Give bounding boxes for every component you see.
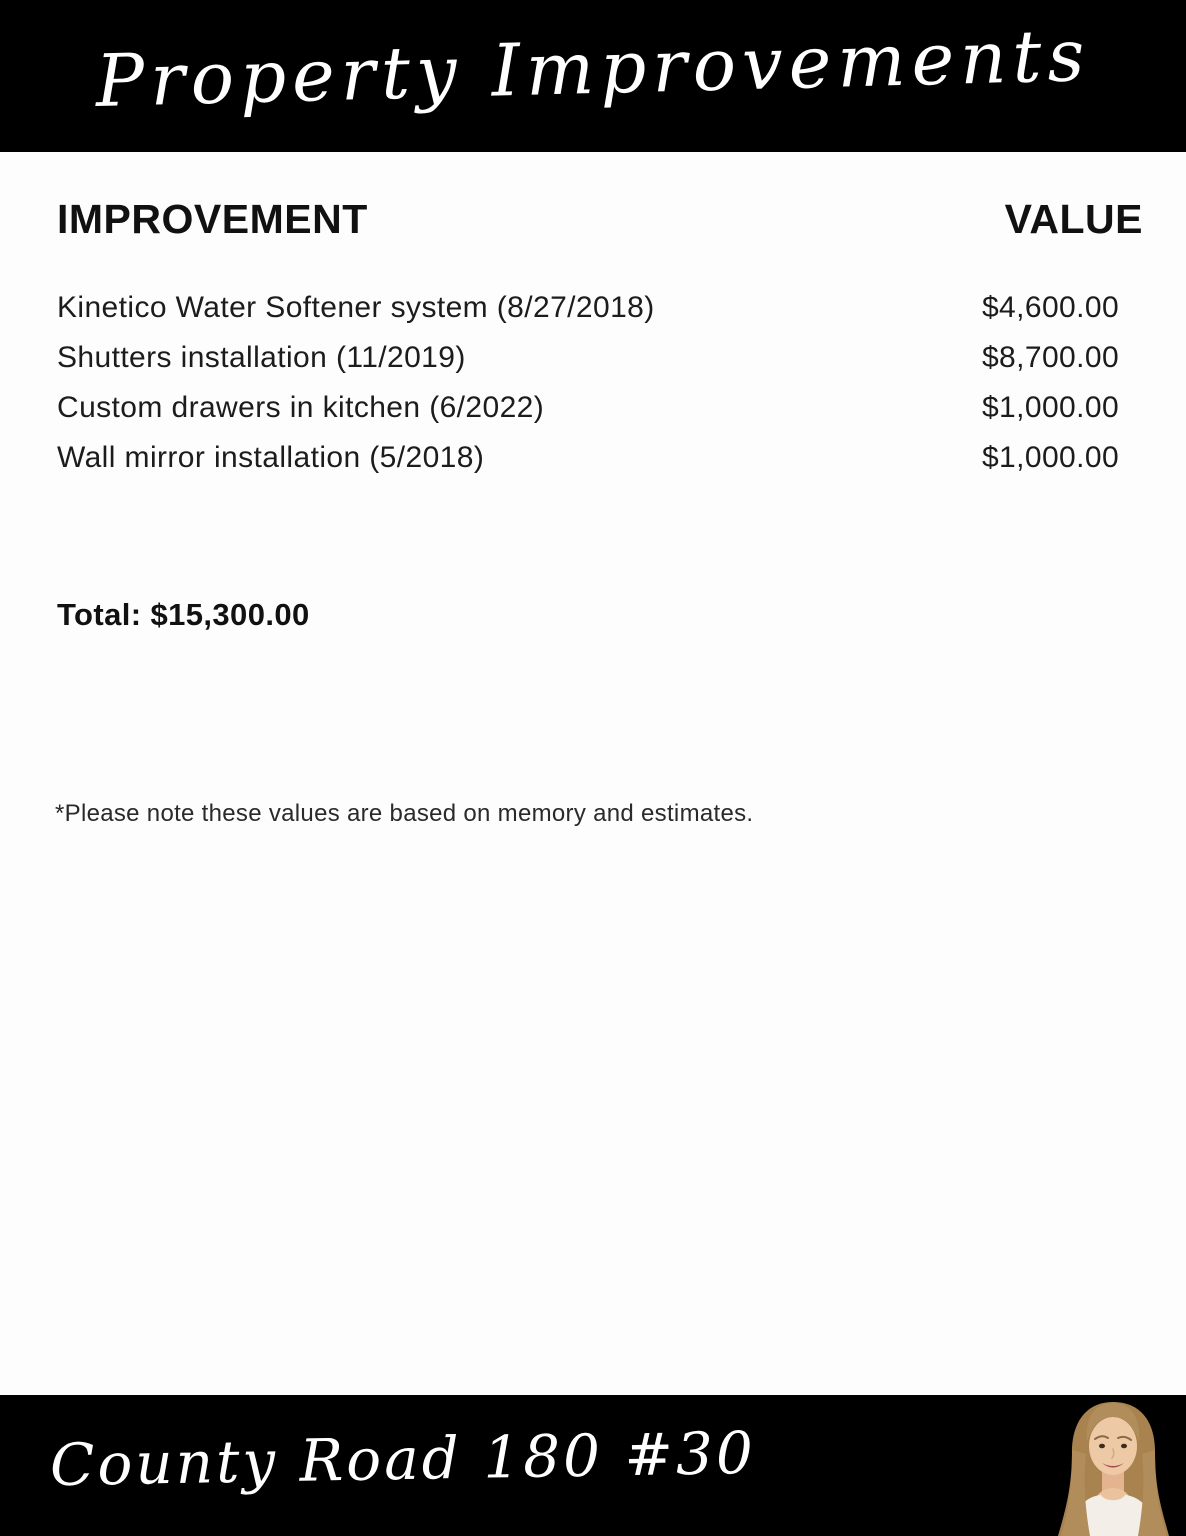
property-address: County Road 180 #30 (49, 1418, 757, 1500)
improvement-value: $4,600.00 (981, 291, 1120, 324)
total-amount: $15,300.00 (150, 597, 310, 632)
footer-banner (0, 1395, 1186, 1536)
improvement-name: Shutters installation (11/2019) (57, 341, 466, 374)
improvement-name: Kinetico Water Softener system (8/27/2018) (57, 291, 655, 324)
column-improvement: IMPROVEMENT (57, 196, 368, 242)
column-value: VALUE (1004, 196, 1143, 242)
table-row (57, 283, 1143, 333)
improvement-name: Custom drawers in kitchen (6/2022) (57, 391, 545, 424)
table-row (57, 433, 1143, 483)
total-line (57, 597, 310, 633)
improvement-list (57, 283, 1143, 483)
improvement-name: Wall mirror installation (5/2018) (57, 441, 485, 474)
table-row (57, 333, 1143, 383)
table-row (57, 383, 1143, 433)
improvement-value: $1,000.00 (981, 441, 1120, 474)
page-title: Property Improvements (94, 12, 1092, 124)
header-banner (0, 0, 1186, 152)
disclaimer-note: *Please note these values are based on memory and estimates. (55, 800, 754, 827)
improvement-value: $8,700.00 (981, 341, 1120, 374)
total-label: Total: (57, 597, 142, 632)
agent-headshot-photo (1041, 1396, 1186, 1536)
table-header (57, 196, 1143, 243)
improvement-value: $1,000.00 (981, 391, 1120, 424)
